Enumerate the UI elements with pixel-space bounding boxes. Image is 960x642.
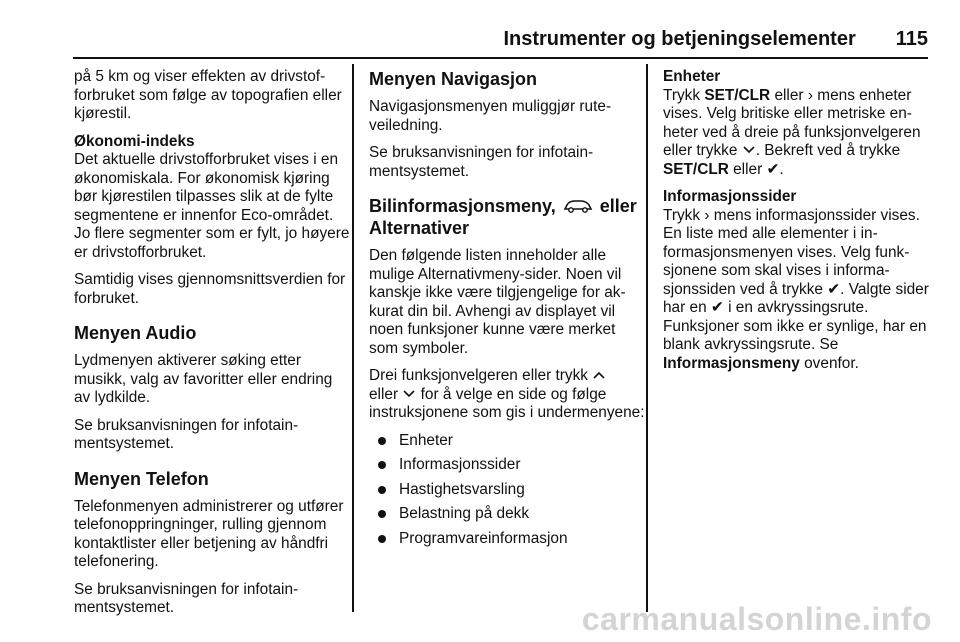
watermark: carmanualsonline.info (581, 601, 932, 637)
page-number: 115 (895, 28, 928, 50)
list-item: Enheter (369, 432, 647, 451)
chevron-down-icon (402, 389, 416, 399)
column-divider (352, 64, 354, 612)
column-2 (369, 68, 647, 554)
navigation-reference: Se bruksanvisningen for infotainmentsystemet. (369, 144, 594, 180)
chevron-right-icon: › (807, 86, 813, 104)
phone-text: Telefonmenyen administrerer og utfører telefonoppringninger, rulling gjennom kontaktlister eller betjening av håndfri telefonering. (74, 497, 344, 570)
bullet-icon (378, 437, 386, 445)
navigation-text: Navigasjonsmenyen muliggjør ruteveiledning. (369, 98, 612, 134)
chevron-down-icon (742, 145, 756, 155)
page-header (73, 28, 928, 51)
audio-heading: Menyen Audio (74, 323, 197, 343)
phone-heading: Menyen Telefon (74, 468, 209, 489)
turn-instructions: Drei funksjonvelgeren eller trykk eller for å velge en side og følge instruksjonene som gis i undermenyene: (369, 367, 645, 421)
bullet-icon (378, 535, 386, 543)
bullet-icon (378, 461, 386, 469)
audio-reference: Se bruksanvisningen for infotainmentsystemet. (74, 416, 299, 452)
chevron-up-icon (592, 370, 606, 380)
list-item: Hastighetsvarsling (369, 481, 647, 500)
eco-index-text: Det aktuelle drivstofforbruket vises i en økonomiskala. For økonomisk kjøring bør kjørestilen tilpasses slik at de fylte segmentene er innenfor Eco-området. Jo flere segmenter som er fylt, jo høyere er drivstofforbruket. (74, 151, 350, 261)
info-pages-text: Trykk › mens informasjonssider vises. En liste med alle elementer i informasjonsmenyen vises. Velg funksjonene som skal vises i informasjonssiden ved å trykke ✔. Valgte sider har en ✔ i en avkryssingsrute. Funksjoner som ikke er synlige, har en blank avkryssingsrute. Se Informasjonsmeny ovenfor. (663, 206, 929, 372)
average-text: Samtidig vises gjennomsnittsverdien for forbruket. (74, 271, 346, 307)
column-3 (663, 68, 941, 382)
units-text: Trykk SET/CLR eller › mens enheter vises. Velg britiske eller metriske enheter ved å dreie på funksjonvelgeren eller trykke . Bekreft ved å trykke SET/CLR eller ✔. (663, 86, 921, 178)
info-pages-heading: Informasjonssider (663, 188, 797, 205)
chevron-right-icon: › (704, 206, 710, 224)
units-heading: Enheter (663, 68, 721, 85)
intro-paragraph: på 5 km og viser effekten av drivstofforbruket som følge av topografien eller kjørestil. (74, 68, 342, 122)
audio-text: Lydmenyen aktiverer søking etter musikk, valg av favoritter eller endring av lydkilde. (74, 352, 333, 406)
car-info-text: Den følgende listen inneholder alle mulige Alternativmeny-sider. Noen vil kanskje ikke være tilgjengelige for akkurat din bil. Avhengi av displayet vil noen funksjoner kunne være merket som symboler. (369, 247, 626, 357)
car-info-heading: Bilinformasjonsmeny, eller Alternativer (369, 196, 637, 238)
navigation-heading: Menyen Navigasjon (369, 69, 538, 89)
eco-index-heading: Økonomi-indeks (74, 132, 195, 150)
bullet-icon (378, 486, 386, 494)
checkmark-icon: ✔ (827, 280, 841, 298)
info-menu-reference: Informasjonsmeny (663, 354, 800, 372)
header-rule (73, 57, 928, 59)
page-title: Instrumenter og betjeningselementer (503, 28, 856, 50)
column-1 (74, 68, 352, 627)
car-icon (563, 199, 593, 213)
menu-pages-list (369, 432, 647, 549)
phone-reference: Se bruksanvisningen for infotainmentsystemet. (74, 580, 299, 616)
checkmark-icon: ✔ (710, 299, 724, 316)
list-item: Programvareinformasjon (369, 530, 647, 549)
checkmark-icon: ✔ (766, 160, 780, 178)
list-item: Informasjonssider (369, 456, 647, 475)
list-item: Belastning på dekk (369, 505, 647, 524)
bullet-icon (378, 510, 386, 518)
